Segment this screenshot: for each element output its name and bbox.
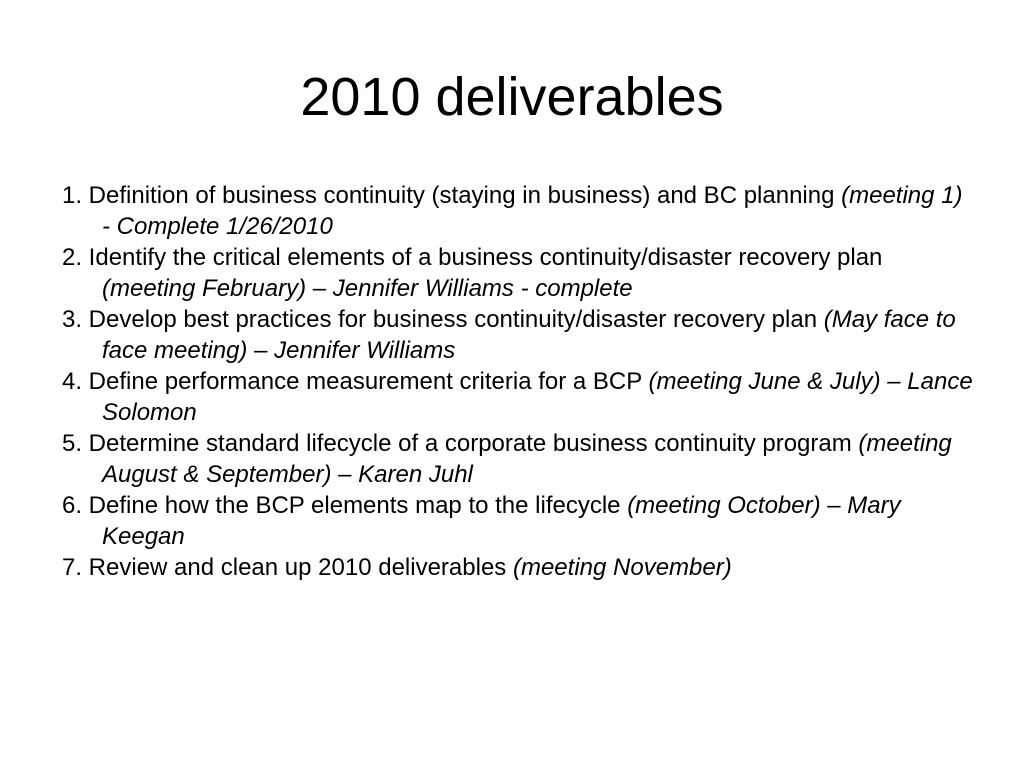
deliverable-text: 4. Define performance measurement criteria for a BCP xyxy=(62,368,649,395)
deliverables-list xyxy=(62,180,977,583)
deliverable-item-4 xyxy=(62,366,977,428)
deliverable-note: (meeting June & July) – Lance Solomon xyxy=(102,368,973,426)
deliverable-note: (meeting February) – Jennifer Williams - complete xyxy=(102,275,633,302)
deliverable-note: (meeting November) xyxy=(512,554,732,581)
slide-title: 2010 deliverables xyxy=(300,67,724,127)
deliverable-note: (meeting October) – Mary Keegan xyxy=(102,492,901,550)
deliverable-note: (May face to face meeting) – Jennifer Williams xyxy=(102,306,956,364)
deliverable-item-6 xyxy=(62,490,977,552)
deliverable-text: 5. Determine standard lifecycle of a corporate business continuity program xyxy=(62,430,859,457)
deliverable-item-7 xyxy=(62,552,977,583)
deliverable-text: 3. Develop best practices for business continuity/disaster recovery plan xyxy=(62,306,824,333)
deliverable-text: 6. Define how the BCP elements map to the lifecycle xyxy=(62,492,628,519)
deliverable-item-1 xyxy=(62,180,977,242)
deliverable-item-5 xyxy=(62,428,977,490)
deliverable-text: 7. Review and clean up 2010 deliverables xyxy=(62,554,513,581)
deliverable-text: 1. Definition of business continuity (staying in business) and BC planning xyxy=(62,182,842,209)
deliverable-note: (meeting 1) - Complete 1/26/2010 xyxy=(102,182,963,240)
deliverable-text: 2. Identify the critical elements of a business continuity/disaster recovery plan xyxy=(62,244,883,271)
deliverable-item-3 xyxy=(62,304,977,366)
deliverable-note: (meeting August & September) – Karen Juhl xyxy=(102,430,952,488)
deliverable-item-2 xyxy=(62,242,977,304)
